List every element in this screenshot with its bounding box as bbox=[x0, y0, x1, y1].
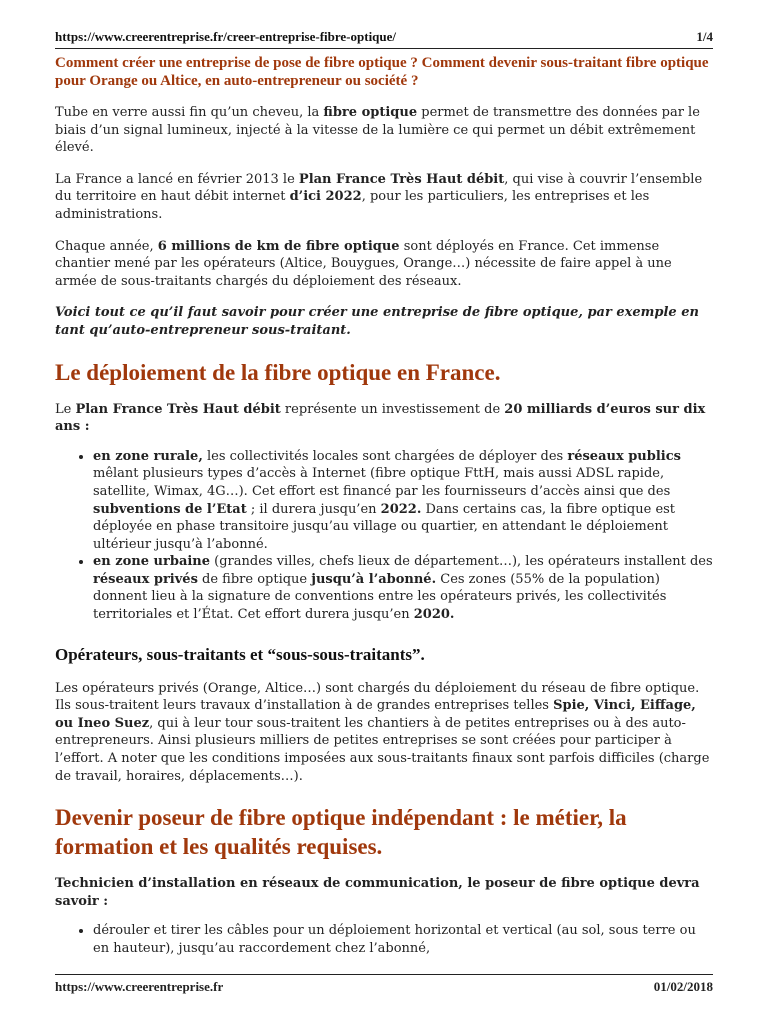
page-number: 1/4 bbox=[696, 29, 713, 44]
bold-text: Plan France Très Haut débit bbox=[75, 401, 281, 417]
paragraph-operators bbox=[55, 680, 715, 786]
text: Le bbox=[55, 401, 76, 417]
heading-become-installer: Devenir poseur de fibre optique indépendant : le métier, la formation et les qualités requises. bbox=[55, 805, 627, 860]
bold-text: Plan France Très Haut débit bbox=[298, 171, 505, 187]
text: sont déployés en France. Cet immense chantier mené par les opérateurs (Altice, Bouygues, Orange…) nécessite de faire appel à une armée de sous-traitants chargés du déploiement des réseaux. bbox=[55, 238, 672, 289]
bold-text: en zone urbaine bbox=[93, 554, 211, 570]
bold-text: en zone rurale, bbox=[93, 448, 203, 464]
text: Tube en verre aussi fin qu’un cheveu, la bbox=[55, 105, 324, 120]
header-url[interactable]: https://www.creerentreprise.fr/creer-entreprise-fibre-optique/ bbox=[55, 29, 397, 44]
paragraph-technician bbox=[55, 875, 715, 910]
paragraph-deployment bbox=[55, 238, 715, 291]
text: , qui à leur tour sous-traitent les chantiers à de petites entreprises ou à des auto-entrepreneurs. Ainsi plusieurs milliers de petites entreprises se sont créées pour participer à l’effort. A noter que les conditions imposées aux sous-traitants finaux sont parfois difficiles (charge de travail, horaires, déplacements…). bbox=[55, 715, 710, 784]
text: , pour les particuliers, les entreprises et les administrations. bbox=[55, 189, 650, 222]
bold-text: 20 milliards d’euros sur dix ans : bbox=[55, 401, 706, 435]
text: Les opérateurs privés (Orange, Altice…) sont chargés du déploiement du réseau de fibre optique. Ils sous-traitent leurs travaux d’installation à de grandes entreprises telles bbox=[55, 680, 700, 714]
text: représente un investissement de bbox=[280, 401, 505, 417]
list-item-rural bbox=[93, 448, 715, 554]
bold-text: Technicien d’installation en réseaux de communication, le poseur de fibre optique devra savoir : bbox=[55, 876, 700, 909]
skills-list bbox=[55, 922, 715, 957]
text: les collectivités locales sont chargées de déployer des bbox=[202, 448, 568, 464]
bold-text: 6 millions de km de fibre optique bbox=[157, 238, 400, 254]
footer-date: 01/02/2018 bbox=[653, 979, 713, 994]
bold-text: 2020. bbox=[413, 607, 455, 623]
heading-deployment: Le déploiement de la fibre optique en France. bbox=[55, 359, 501, 385]
paragraph-intro-summary: Voici tout ce qu’il faut savoir pour créer une entreprise de fibre optique, par exemple en tant qu’auto-entrepreneur sous-traitant. bbox=[55, 305, 699, 338]
paragraph-plan bbox=[55, 171, 715, 224]
footer-url[interactable]: https://www.creerentreprise.fr bbox=[55, 979, 224, 994]
zone-list bbox=[55, 448, 715, 624]
article-content bbox=[55, 54, 715, 958]
lead-question: Comment créer une entreprise de pose de fibre optique ? Comment devenir sous-traitant fibre optique pour Orange ou Altice, en auto-entrepreneur ou société ? bbox=[55, 55, 709, 89]
list-item-skill: • dérouler et tirer les câbles pour un déploiement horizontal et vertical (au sol, sous terre ou en hauteur), jusqu’au raccordement chez l’abonné, bbox=[93, 922, 715, 957]
bold-text: subventions de l’Etat bbox=[93, 501, 247, 517]
text: , qui vise à couvrir l’ensemble du territoire en haut débit internet bbox=[55, 171, 703, 205]
text: Dans certains cas, la fibre optique est déployée en phase transitoire jusqu’au village ou quartier, en attendant le déploiement ultérieur jusqu’à l’abonné. bbox=[93, 501, 676, 552]
text: La France a lancé en février 2013 le bbox=[55, 171, 299, 187]
text: permet de transmettre des données par le biais d’un signal lumineux, injecté à la vitesse de la lumière ce qui permet un débit extrêmement élevé. bbox=[55, 105, 700, 156]
paragraph-intro bbox=[55, 104, 715, 157]
page-header bbox=[55, 26, 713, 49]
text: mêlant plusieurs types d’accès à Internet (fibre optique FttH, mais aussi ADSL rapide, satellite, Wimax, 4G…). Cet effort est financé par les fournisseurs d’accès ainsi que des bbox=[93, 466, 671, 499]
page-footer bbox=[55, 974, 713, 997]
bold-text: réseaux privés bbox=[93, 571, 198, 587]
text: Chaque année, bbox=[55, 238, 158, 254]
list-item-urban bbox=[93, 553, 715, 623]
bold-text: 2022. bbox=[380, 501, 422, 517]
text: (grandes villes, chefs lieux de département…), les opérateurs installent des bbox=[210, 554, 713, 570]
text: ; il durera jusqu’en bbox=[246, 501, 381, 517]
text: de fibre optique bbox=[197, 571, 312, 587]
bold-text: fibre optique bbox=[323, 105, 418, 120]
paragraph-investment bbox=[55, 401, 715, 436]
heading-operators: Opérateurs, sous-traitants et “sous-sous-traitants”. bbox=[55, 644, 425, 664]
bold-text: Spie, Vinci, Eiffage, ou Ineo Suez bbox=[55, 698, 696, 731]
bold-text: réseaux publics bbox=[567, 448, 681, 464]
bold-text: jusqu’à l’abonné. bbox=[311, 571, 437, 587]
bold-text: d’ici 2022 bbox=[289, 189, 362, 205]
text: Ces zones (55% de la population) donnent lieu à la signature de conventions entre les opérateurs privés, les collectivités territoriales et l’État. Cet effort durera jusqu’en bbox=[93, 571, 667, 623]
